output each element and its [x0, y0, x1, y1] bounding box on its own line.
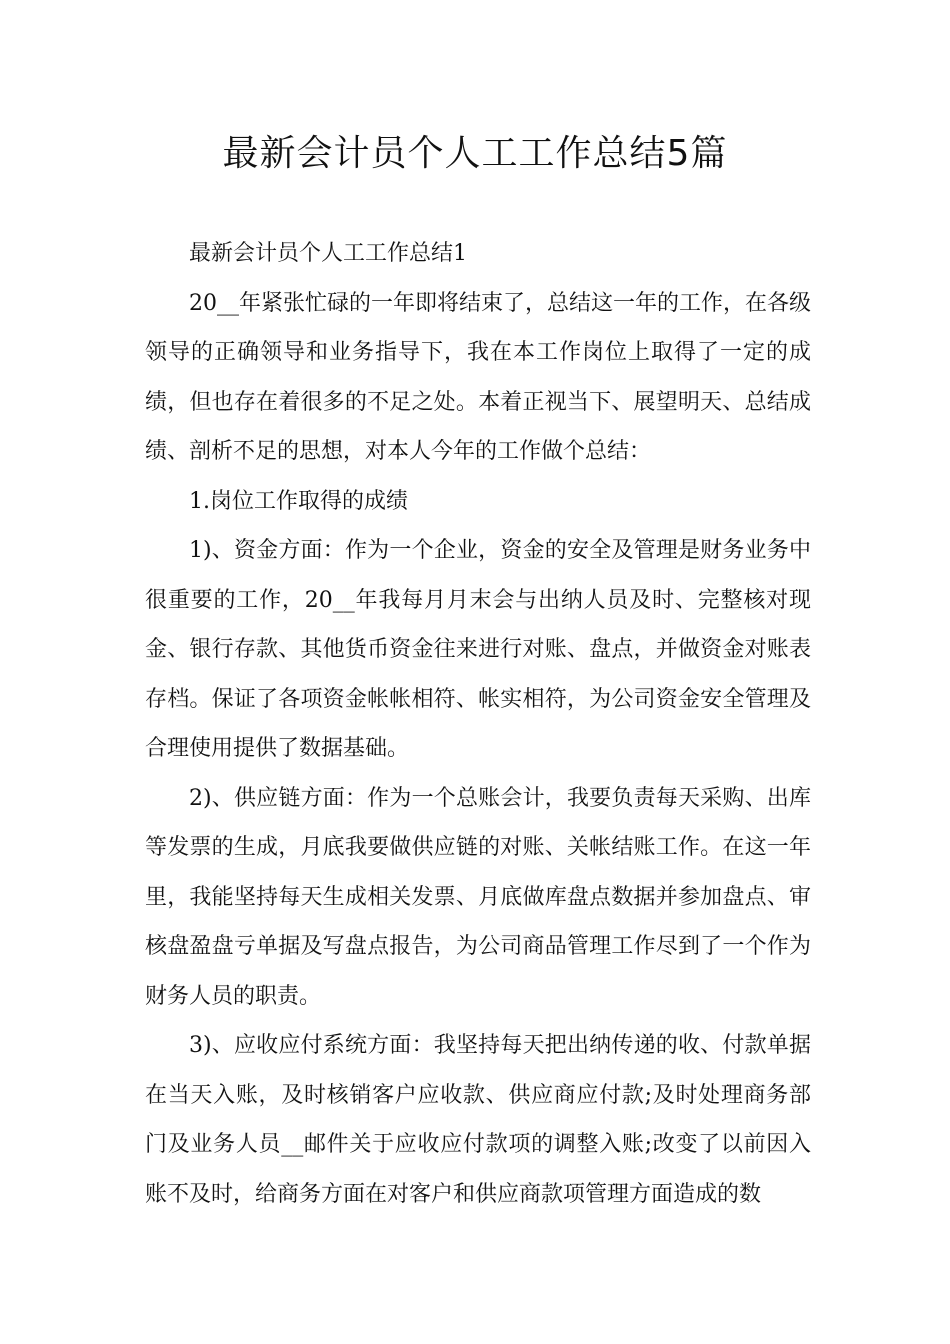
supply-chain-paragraph: 2)、供应链方面：作为一个总账会计，我要负责每天采购、出库等发票的生成，月底我要做供应链的对账、关帐结账工作。在这一年里，我能坚持每天生成相关发票、月底做库盘点数据并参加盘点、审核盘盈盘亏单据及写盘点报告，为公司商品管理工作尽到了一个作为财务人员的职责。: [145, 785, 811, 1009]
section-heading-1: 最新会计员个人工工作总结1: [189, 241, 467, 266]
intro-paragraph: 20__年紧张忙碌的一年即将结束了，总结这一年的工作，在各级领导的正确领导和业务指导下，我在本工作岗位上取得了一定的成绩，但也存在着很多的不足之处。本着正视当下、展望明天、总结成绩、剖析不足的思想，对本人今年的工作做个总结：: [145, 290, 811, 464]
document-body: [145, 229, 811, 1219]
document-title: 最新会计员个人工工作总结5篇: [222, 133, 728, 174]
receivables-paragraph: 3)、应收应付系统方面：我坚持每天把出纳传递的收、付款单据在当天入账，及时核销客户应收款、供应商应付款;及时处理商务部门及业务人员__邮件关于应收应付款项的调整入账;改变了以前因入账不及时，给商务方面在对客户和供应商款项管理方面造成的数: [145, 1033, 811, 1207]
fund-paragraph: 1)、资金方面：作为一个企业，资金的安全及管理是财务业务中很重要的工作，20__年我每月月末会与出纳人员及时、完整核对现金、银行存款、其他货币资金往来进行对账、盘点，并做资金对账表存档。保证了各项资金帐帐相符、帐实相符，为公司资金安全管理及合理使用提供了数据基础。: [145, 538, 811, 761]
subsection-heading: 1.岗位工作取得的成绩: [189, 488, 408, 514]
